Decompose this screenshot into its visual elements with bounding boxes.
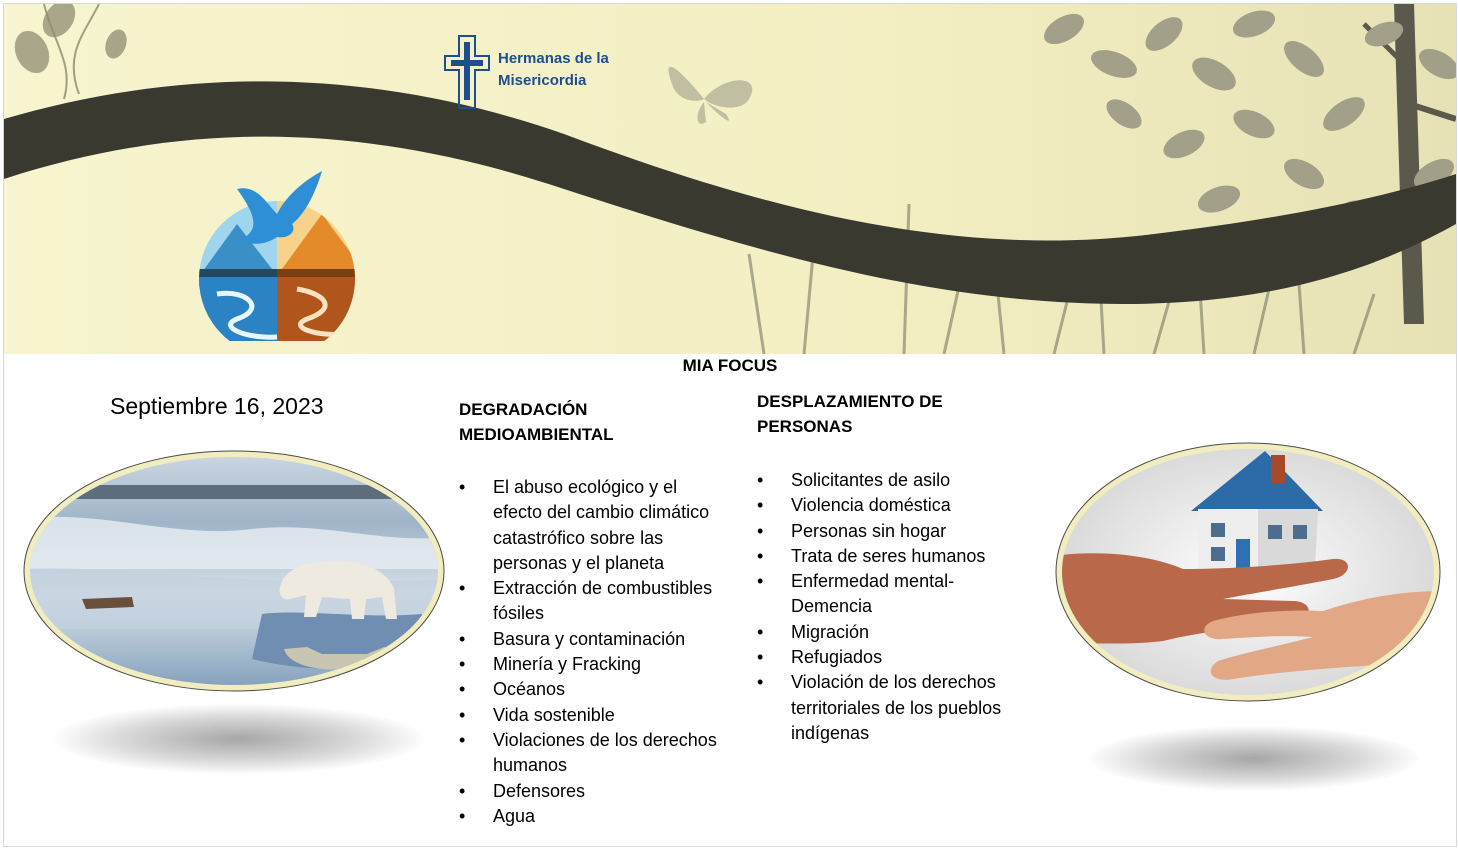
list-item: • Violaciones de los derechos humanos — [459, 729, 717, 776]
bullet-icon: • — [459, 578, 466, 599]
list-item: • Violencia doméstica — [757, 493, 1037, 518]
bullet-icon: • — [757, 647, 764, 668]
bullet-icon: • — [459, 679, 466, 700]
cross-icon — [442, 34, 492, 110]
slide — [3, 3, 1457, 847]
bullet-icon: • — [757, 495, 764, 516]
column-displacement — [757, 389, 1037, 746]
list-item: • Personas sin hogar — [757, 519, 1037, 544]
bullet-icon: • — [757, 672, 764, 693]
heading-line: PERSONAS — [757, 417, 853, 436]
list-item: • Vida sostenible — [459, 703, 744, 728]
bullet-icon: • — [459, 704, 466, 725]
brand-line-1: Hermanas de la — [498, 50, 609, 67]
house-hands-photo — [1053, 441, 1443, 703]
dove-emblem — [197, 169, 359, 341]
bullet-icon: • — [459, 780, 466, 801]
list-item: • Defensores — [459, 779, 744, 804]
list-item: • Violación de los derechos territoriales de los pueblos indígenas — [757, 672, 1002, 743]
bullet-icon: • — [459, 805, 466, 826]
list-item: • Migración — [757, 620, 1037, 645]
list-item: • Minería y Fracking — [459, 652, 744, 677]
list-item: • Enfermedad mental- Demencia — [757, 571, 955, 617]
polar-bear-photo — [22, 449, 446, 694]
date-label: Septiembre 16, 2023 — [110, 393, 324, 419]
bullet-icon: • — [757, 621, 764, 642]
list-item: • El abuso ecológico y el efecto del cambio climático catastrófico sobre las personas y el planeta — [459, 477, 710, 573]
column-environmental — [459, 397, 744, 829]
column-heading — [757, 389, 1037, 439]
environmental-list — [459, 475, 744, 829]
bullet-icon: • — [459, 654, 466, 675]
heading-line: MEDIOAMBIENTAL — [459, 425, 614, 444]
heading-line: DESPLAZAMIENTO DE — [757, 392, 943, 411]
list-item: • Océanos — [459, 677, 744, 702]
bullet-icon: • — [459, 477, 466, 497]
bullet-icon: • — [757, 470, 764, 490]
list-item: • Basura y contaminación — [459, 627, 744, 652]
brand-line-2: Misericordia — [498, 72, 587, 89]
list-item: • Agua — [459, 804, 744, 829]
bullet-icon: • — [757, 571, 764, 592]
bullet-icon: • — [757, 545, 764, 566]
page-title: MIA FOCUS — [682, 356, 778, 375]
brand-name — [498, 48, 609, 92]
photo-shadow — [54, 704, 424, 774]
displacement-list — [757, 468, 1037, 746]
brand-logo — [442, 34, 609, 110]
heading-line: DEGRADACIÓN — [459, 400, 588, 419]
bullet-icon: • — [757, 520, 764, 541]
list-item: • Refugiados — [757, 645, 1037, 670]
photo-shadow — [1089, 726, 1419, 791]
bullet-icon: • — [459, 628, 466, 649]
bullet-icon: • — [459, 729, 466, 750]
list-item: • Extracción de combustibles fósiles — [459, 578, 713, 624]
list-item: • Solicitantes de asilo — [757, 468, 1037, 493]
list-item: • Trata de seres humanos — [757, 544, 1037, 569]
column-heading — [459, 397, 744, 447]
